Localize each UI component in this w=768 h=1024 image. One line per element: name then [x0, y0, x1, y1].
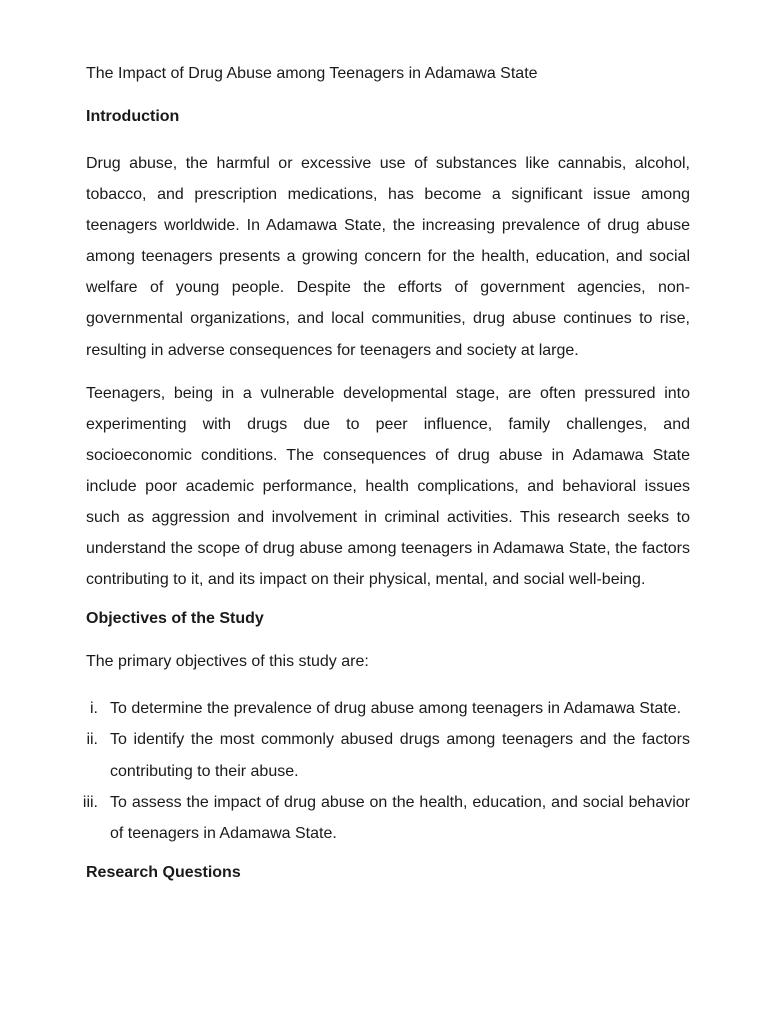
- objective-marker: i.: [90, 700, 98, 718]
- introduction-paragraph-2: Teenagers, being in a vulnerable developmental stage, are often pressured into experimenting with drugs due to peer influence, family challenges, and socioeconomic conditions. The consequences of drug abuse in Adamawa State include poor academic performance, health complications, and behavioral issues such as aggression and involvement in criminal activities. This research seeks to understand the scope of drug abuse among teenagers in Adamawa State, the factors contributing to it, and its impact on their physical, mental, and social well-being.: [86, 384, 690, 589]
- objective-marker: iii.: [82, 793, 98, 811]
- objective-item: [86, 693, 690, 724]
- introduction-heading: Introduction: [86, 108, 180, 125]
- objective-item: [82, 787, 690, 849]
- objective-text: To assess the impact of drug abuse on the health, education, and social behavior of teenagers in Adamawa State.: [110, 793, 690, 842]
- objectives-heading: Objectives of the Study: [86, 610, 264, 628]
- introduction-paragraph-1: Drug abuse, the harmful or excessive use of substances like cannabis, alcohol, tobacco, and prescription medications, has become a significant issue among teenagers worldwide. In Adamawa State, the increasing prevalence of drug abuse among teenagers presents a growing concern for the health, education, and social welfare of young people. Despite the efforts of government agencies, non-governmental organizations, and local communities, drug abuse continues to rise, resulting in adverse consequences for teenagers and society at large.: [86, 155, 690, 359]
- objectives-intro: The primary objectives of this study are:: [86, 653, 369, 671]
- document-title: The Impact of Drug Abuse among Teenagers in Adamawa State: [86, 65, 538, 82]
- objective-item: [86, 724, 690, 786]
- research-questions-heading: Research Questions: [86, 863, 241, 881]
- objective-marker: ii.: [86, 731, 98, 749]
- objective-text: To identify the most commonly abused drugs among teenagers and the factors contributing to their abuse.: [110, 731, 690, 780]
- objectives-list: [82, 693, 690, 848]
- document-page: [82, 62, 690, 904]
- objective-text: To determine the prevalence of drug abuse among teenagers in Adamawa State.: [110, 700, 682, 718]
